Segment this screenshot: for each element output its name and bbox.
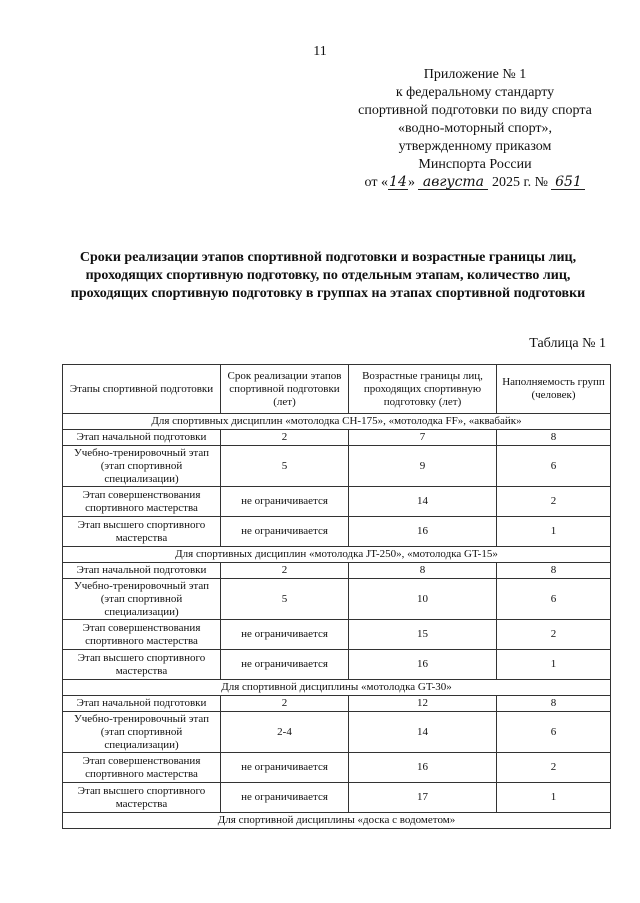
header-duration: Срок реализации этапов спортивной подготовки (лет) [221, 365, 349, 414]
table-row [63, 753, 611, 783]
cell-group-size: 6 [497, 712, 611, 753]
table-header-row [63, 365, 611, 414]
page-number: 11 [313, 44, 327, 59]
cell-stage: Этап высшего спортивного мастерства [63, 517, 221, 547]
annex-block [335, 66, 615, 192]
cell-stage: Учебно-тренировочный этап (этап спортивной специализации) [63, 446, 221, 487]
header-group-size: Наполняемость групп (человек) [497, 365, 611, 414]
cell-group-size: 2 [497, 753, 611, 783]
section-row [63, 414, 611, 430]
section-title: Для спортивной дисциплины «мотолодка GT-30» [63, 680, 611, 696]
cell-group-size: 8 [497, 563, 611, 579]
cell-group-size: 6 [497, 579, 611, 620]
section-row [63, 547, 611, 563]
cell-duration: 2 [221, 430, 349, 446]
stages-table-body [63, 365, 611, 829]
cell-duration: 5 [221, 579, 349, 620]
header-age: Возрастные границы лиц, проходящих спортивную подготовку (лет) [349, 365, 497, 414]
table-row [63, 430, 611, 446]
table-row [63, 783, 611, 813]
handwritten-order-number: 651 [551, 176, 585, 190]
cell-duration: 2 [221, 563, 349, 579]
cell-duration: не ограничивается [221, 650, 349, 680]
table-row [63, 579, 611, 620]
cell-group-size: 8 [497, 430, 611, 446]
annex-line: к федеральному стандарту [395, 85, 555, 100]
cell-age: 17 [349, 783, 497, 813]
section-row [63, 680, 611, 696]
annex-line: «водно-моторный спорт», [397, 121, 553, 136]
cell-group-size: 1 [497, 517, 611, 547]
cell-group-size: 2 [497, 620, 611, 650]
annex-line: Минспорта России [418, 157, 532, 172]
date-mid: » [407, 175, 415, 190]
cell-age: 7 [349, 430, 497, 446]
cell-age: 14 [349, 487, 497, 517]
handwritten-month: августа [418, 176, 488, 190]
table-row [63, 446, 611, 487]
section-title: Для спортивных дисциплин «мотолодка СН-175», «мотолодка FF», «аквабайк» [63, 414, 611, 430]
cell-group-size: 1 [497, 783, 611, 813]
table-row [63, 563, 611, 579]
cell-age: 14 [349, 712, 497, 753]
cell-duration: не ограничивается [221, 753, 349, 783]
cell-age: 16 [349, 753, 497, 783]
section-row [63, 813, 611, 829]
cell-stage: Этап начальной подготовки [63, 430, 221, 446]
cell-duration: не ограничивается [221, 517, 349, 547]
section-title: Для спортивной дисциплины «доска с водометом» [63, 813, 611, 829]
stages-table [62, 364, 611, 829]
cell-group-size: 1 [497, 650, 611, 680]
cell-age: 10 [349, 579, 497, 620]
cell-group-size: 2 [497, 487, 611, 517]
cell-duration: 2-4 [221, 712, 349, 753]
cell-age: 12 [349, 696, 497, 712]
cell-duration: 5 [221, 446, 349, 487]
cell-stage: Этап совершенствования спортивного мастерства [63, 620, 221, 650]
table-row [63, 712, 611, 753]
cell-group-size: 6 [497, 446, 611, 487]
cell-age: 15 [349, 620, 497, 650]
cell-duration: 2 [221, 696, 349, 712]
cell-duration: не ограничивается [221, 620, 349, 650]
cell-stage: Этап высшего спортивного мастерства [63, 783, 221, 813]
document-title: Сроки реализации этапов спортивной подготовки и возрастные границы лиц, проходящих спортивную подготовку, по отдельным этапам, количество лиц, проходящих спортивную подготовку в группах на этапах спортивной подготовки [70, 250, 586, 301]
section-title: Для спортивных дисциплин «мотолодка JT-250», «мотолодка GT-15» [63, 547, 611, 563]
annex-line: утвержденному приказом [398, 139, 552, 154]
cell-stage: Этап начальной подготовки [63, 696, 221, 712]
cell-age: 16 [349, 650, 497, 680]
table-row [63, 620, 611, 650]
date-year: 2025 г. № [491, 175, 548, 190]
cell-duration: не ограничивается [221, 487, 349, 517]
table-row [63, 650, 611, 680]
cell-stage: Этап совершенствования спортивного мастерства [63, 487, 221, 517]
cell-stage: Этап совершенствования спортивного мастерства [63, 753, 221, 783]
cell-stage: Этап высшего спортивного мастерства [63, 650, 221, 680]
handwritten-day: 14 [389, 174, 407, 190]
cell-stage: Учебно-тренировочный этап (этап спортивной специализации) [63, 579, 221, 620]
cell-stage: Учебно-тренировочный этап (этап спортивной специализации) [63, 712, 221, 753]
annex-line: Приложение № 1 [423, 67, 527, 82]
table-row [63, 487, 611, 517]
table-row [63, 517, 611, 547]
header-stage: Этапы спортивной подготовки [63, 365, 221, 414]
date-prefix: от « [364, 175, 388, 190]
cell-duration: не ограничивается [221, 783, 349, 813]
cell-age: 9 [349, 446, 497, 487]
table-row [63, 696, 611, 712]
cell-group-size: 8 [497, 696, 611, 712]
annex-line: спортивной подготовки по виду спорта [358, 103, 592, 118]
cell-age: 8 [349, 563, 497, 579]
cell-stage: Этап начальной подготовки [63, 563, 221, 579]
table-label: Таблица № 1 [529, 336, 606, 351]
order-date-line [335, 174, 615, 192]
cell-age: 16 [349, 517, 497, 547]
